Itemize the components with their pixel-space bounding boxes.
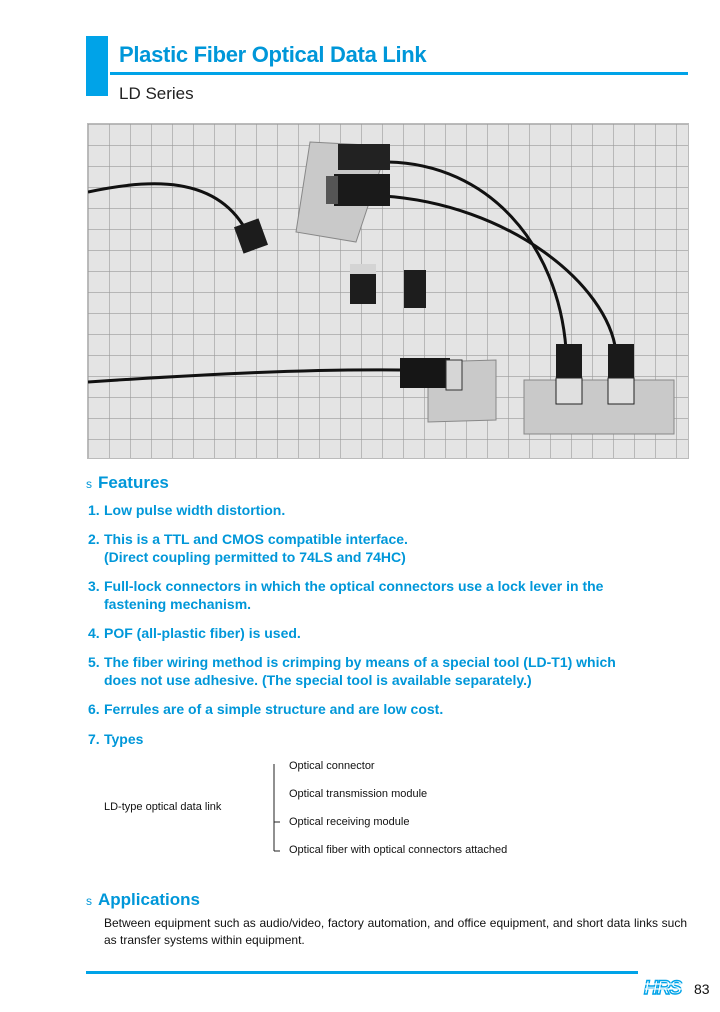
feature-item-5	[88, 653, 616, 689]
series-subtitle: LD Series	[119, 84, 194, 103]
applications-heading	[86, 890, 200, 910]
title-accent-bar	[86, 36, 108, 96]
feature-number: 3.	[88, 578, 100, 594]
applications-body: Between equipment such as audio/video, factory automation, and office equipment, and short data links such as transfer systems within equipment.	[104, 916, 687, 947]
types-branch-receiving: Optical receiving module	[289, 816, 410, 828]
types-tree-bracket	[272, 762, 286, 854]
feature-text-cont: fastening mechanism.	[104, 596, 252, 612]
feature-item-4	[88, 624, 301, 642]
feature-number: 4.	[88, 625, 100, 641]
feature-text: This is a TTL and CMOS compatible interface.	[104, 531, 408, 547]
hrs-logo	[643, 976, 691, 998]
applications-heading-text: Applications	[98, 890, 201, 909]
feature-item-1	[88, 501, 285, 519]
applications-bullet: s	[86, 894, 92, 908]
feature-item-2	[88, 530, 408, 566]
features-heading	[86, 473, 169, 493]
footer-rule	[86, 971, 638, 974]
types-tree-root: LD-type optical data link	[104, 801, 222, 813]
feature-number: 1.	[88, 502, 100, 518]
types-branch-connector: Optical connector	[289, 760, 375, 772]
features-bullet: s	[86, 477, 92, 491]
feature-number: 7.	[88, 731, 100, 747]
feature-text-cont: does not use adhesive. (The special tool is available separately.)	[104, 672, 532, 688]
feature-number: 6.	[88, 701, 100, 717]
feature-item-7	[88, 730, 143, 748]
page-number: 83	[694, 981, 710, 997]
feature-text: Ferrules are of a simple structure and are low cost.	[104, 701, 444, 717]
feature-text: POF (all-plastic fiber) is used.	[104, 625, 301, 641]
product-photo-illustration	[88, 124, 688, 458]
feature-number: 5.	[88, 654, 100, 670]
features-heading-text: Features	[98, 473, 169, 492]
title-rule	[110, 72, 688, 75]
feature-item-6	[88, 700, 443, 718]
feature-text: Types	[104, 731, 144, 747]
feature-text: Full-lock connectors in which the optical connectors use a lock lever in the	[104, 578, 604, 594]
page-title: Plastic Fiber Optical Data Link	[119, 42, 427, 67]
types-branch-fiber: Optical fiber with optical connectors attached	[289, 844, 508, 856]
feature-text: The fiber wiring method is crimping by means of a special tool (LD-T1) which	[104, 654, 616, 670]
feature-number: 2.	[88, 531, 100, 547]
feature-text-cont: (Direct coupling permitted to 74LS and 74HC)	[104, 549, 406, 565]
feature-item-3	[88, 577, 603, 613]
product-photo	[87, 123, 689, 459]
svg-text:HRS: HRS	[644, 978, 682, 998]
types-branch-transmission: Optical transmission module	[289, 788, 428, 800]
feature-text: Low pulse width distortion.	[104, 502, 286, 518]
